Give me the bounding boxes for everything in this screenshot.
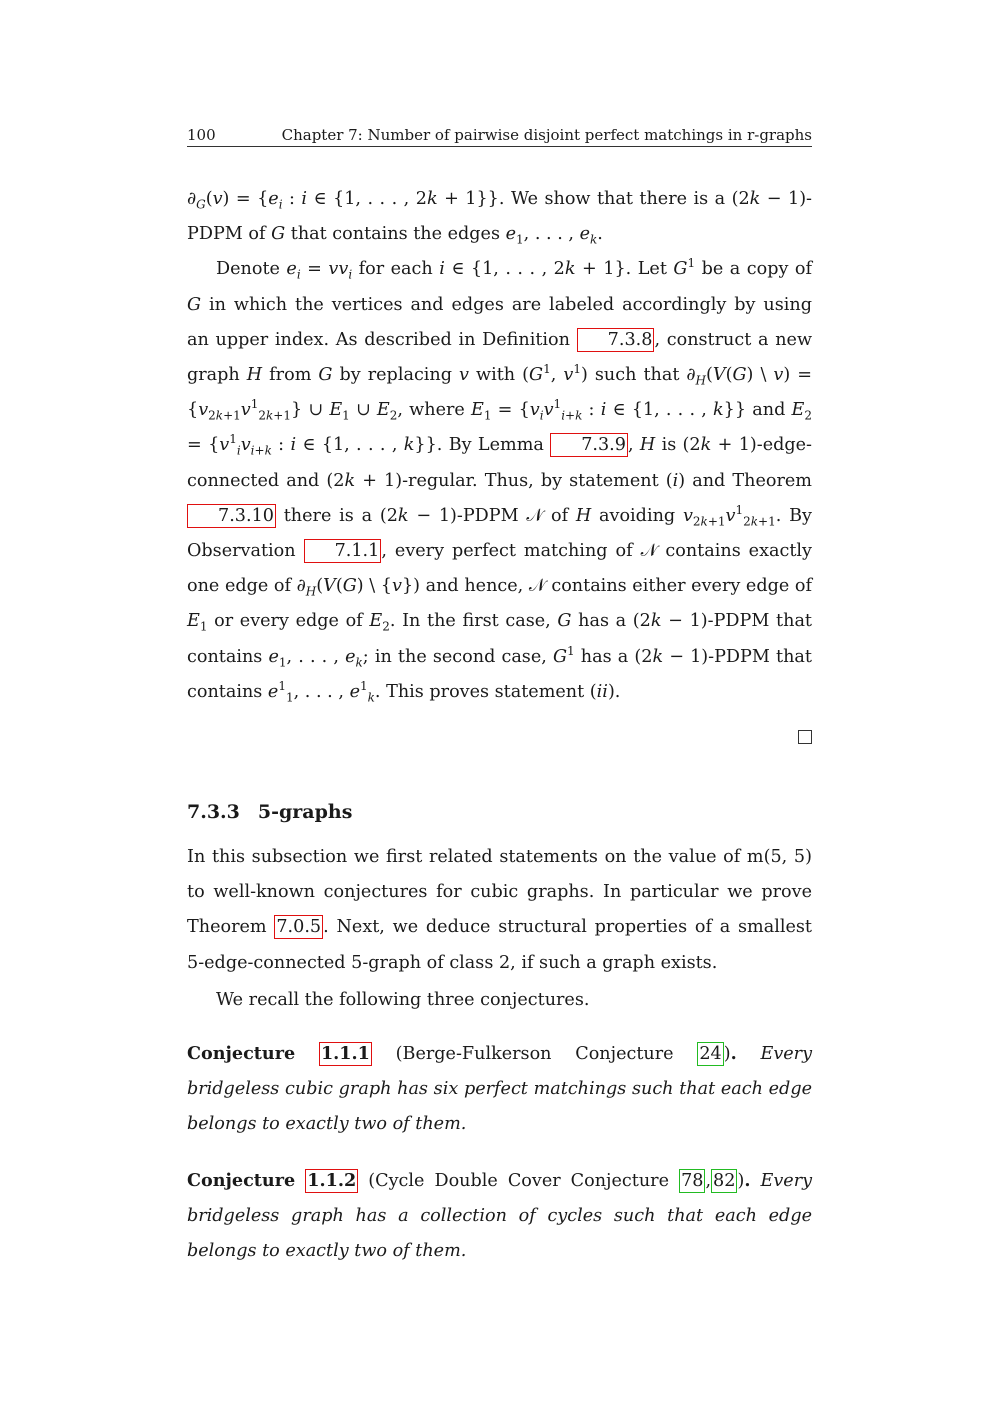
ref-definition-7-3-8[interactable]: 7.3.8 — [577, 328, 655, 352]
qed-symbol — [798, 730, 812, 744]
section-paragraph-2: We recall the following three conjectures. — [216, 989, 590, 1010]
page-body — [187, 182, 812, 1269]
conjecture-2-name: (Cycle Double Cover Conjecture — [368, 1170, 670, 1191]
section-paragraph-1-text: In this subsection we first related statements on the value of m(5, 5) to well-known conjectures for cubic graphs. In particular we prove Theorem — [187, 847, 812, 938]
section-heading — [187, 792, 812, 832]
ref-theorem-7-3-10[interactable]: 7.3.10 — [187, 504, 276, 528]
conjecture-1-1-1: Conjecture 1.1.1 (Berge-Fulkerson Conjecture 24 ). Every bridgeless cubic graph has six perfect matchings such that each edge belongs to exactly two of them. — [187, 1043, 813, 1135]
ref-conjecture-1-1-2[interactable]: 1.1.2 — [307, 1169, 357, 1191]
ref-theorem-7-0-5[interactable]: 7.0.5 — [276, 917, 322, 938]
proof-paragraph-2: Denote $e_i = vv_i$ for each i ∈ {1, . . . , 2k + 1}. Let $G^1$ be a copy of G in which the vertices and edges are labeled accordingly by using an upper index. As described in Definition 7.3.8 , construct a new graph H from G by replacing v with ($G^1$, $v^1$) such that $\partial_H(V(G)$ \ $v) = \{v_{2k+1}v^1_{2k+1}\}$ ∪ $E_1$ ∪ $E_2$, where $E_1 = \{v_iv^1_{i+k}$ : i ∈ {1, . . . , k}} and $E_2 = \{v^1_iv_{i+k}$ : i ∈ {1, . . . , k}}. By Lemma 7.3.9 , H is (2k + 1)-edge-connected and (2k + 1)-regular. Thus, by statement (i) and Theorem 7.3.10 there is a (2k − 1)-PDPM 𝒩 of H avoiding $v_{2k+1}v^1_{2k+1}$. By Observation 7.1.1 , every perfect matching of 𝒩 contains exactly one edge of $\partial_H(V(G)$ \ {v}) and hence, 𝒩 contains either every edge of $E_1$ or every edge of $E_2$. In the first case, G has a (2k − 1)-PDPM that contains $e_1$, . . . , $e_k$; in the second case, $G^1$ has a (2k − 1)-PDPM that contains $e^1_1$, . . . , $e^1_k$. This proves statement (ii). — [187, 256, 813, 705]
ref-observation-7-1-1[interactable]: 7.1.1 — [304, 539, 382, 563]
section-paragraph-1 — [187, 840, 812, 981]
conjecture-1-1-2: Conjecture 1.1.2 (Cycle Double Cover Conjecture 78 , 82 ). Every bridgeless graph has a collection of cycles such that each edge belongs to exactly two of them. — [187, 1169, 813, 1262]
cite-78[interactable]: 78 — [681, 1170, 704, 1191]
conjecture-label: Conjecture — [187, 1169, 296, 1191]
conjecture-1-name: (Berge-Fulkerson Conjecture — [395, 1044, 674, 1065]
ref-conjecture-1-1-1[interactable]: 1.1.1 — [320, 1043, 370, 1065]
section-title: 5-graphs — [257, 801, 353, 824]
conjecture-2-statement: Every bridgeless graph has a collection of cycles such that each edge belongs to exactly two of them. — [187, 1170, 813, 1262]
section-paragraph-1-end: . Next, we deduce structural properties of a smallest 5-edge-connected 5-graph of class 2, if such a graph exists. — [187, 917, 812, 973]
cite-82[interactable]: 82 — [713, 1170, 736, 1191]
conjecture-label: Conjecture — [187, 1043, 296, 1065]
cite-24[interactable]: 24 — [699, 1044, 722, 1065]
ref-lemma-7-3-9[interactable]: 7.3.9 — [550, 433, 628, 457]
page-number: 100 — [187, 126, 216, 144]
running-header — [187, 124, 812, 147]
running-title: Chapter 7: Number of pairwise disjoint perfect matchings in r-graphs — [281, 126, 812, 144]
conjecture-1-statement: Every bridgeless cubic graph has six perfect matchings such that each edge belongs to exactly two of them. — [187, 1044, 813, 1135]
section-number: 7.3.3 — [187, 801, 240, 824]
proof-paragraph-1: $\partial_G(v) = \{e_i$ : i ∈ {1, . . . , 2k + 1}}. We show that there is a (2k − 1)-PDPM of G that contains the edges $e_1$, . . . , $e_k$. — [187, 189, 812, 247]
